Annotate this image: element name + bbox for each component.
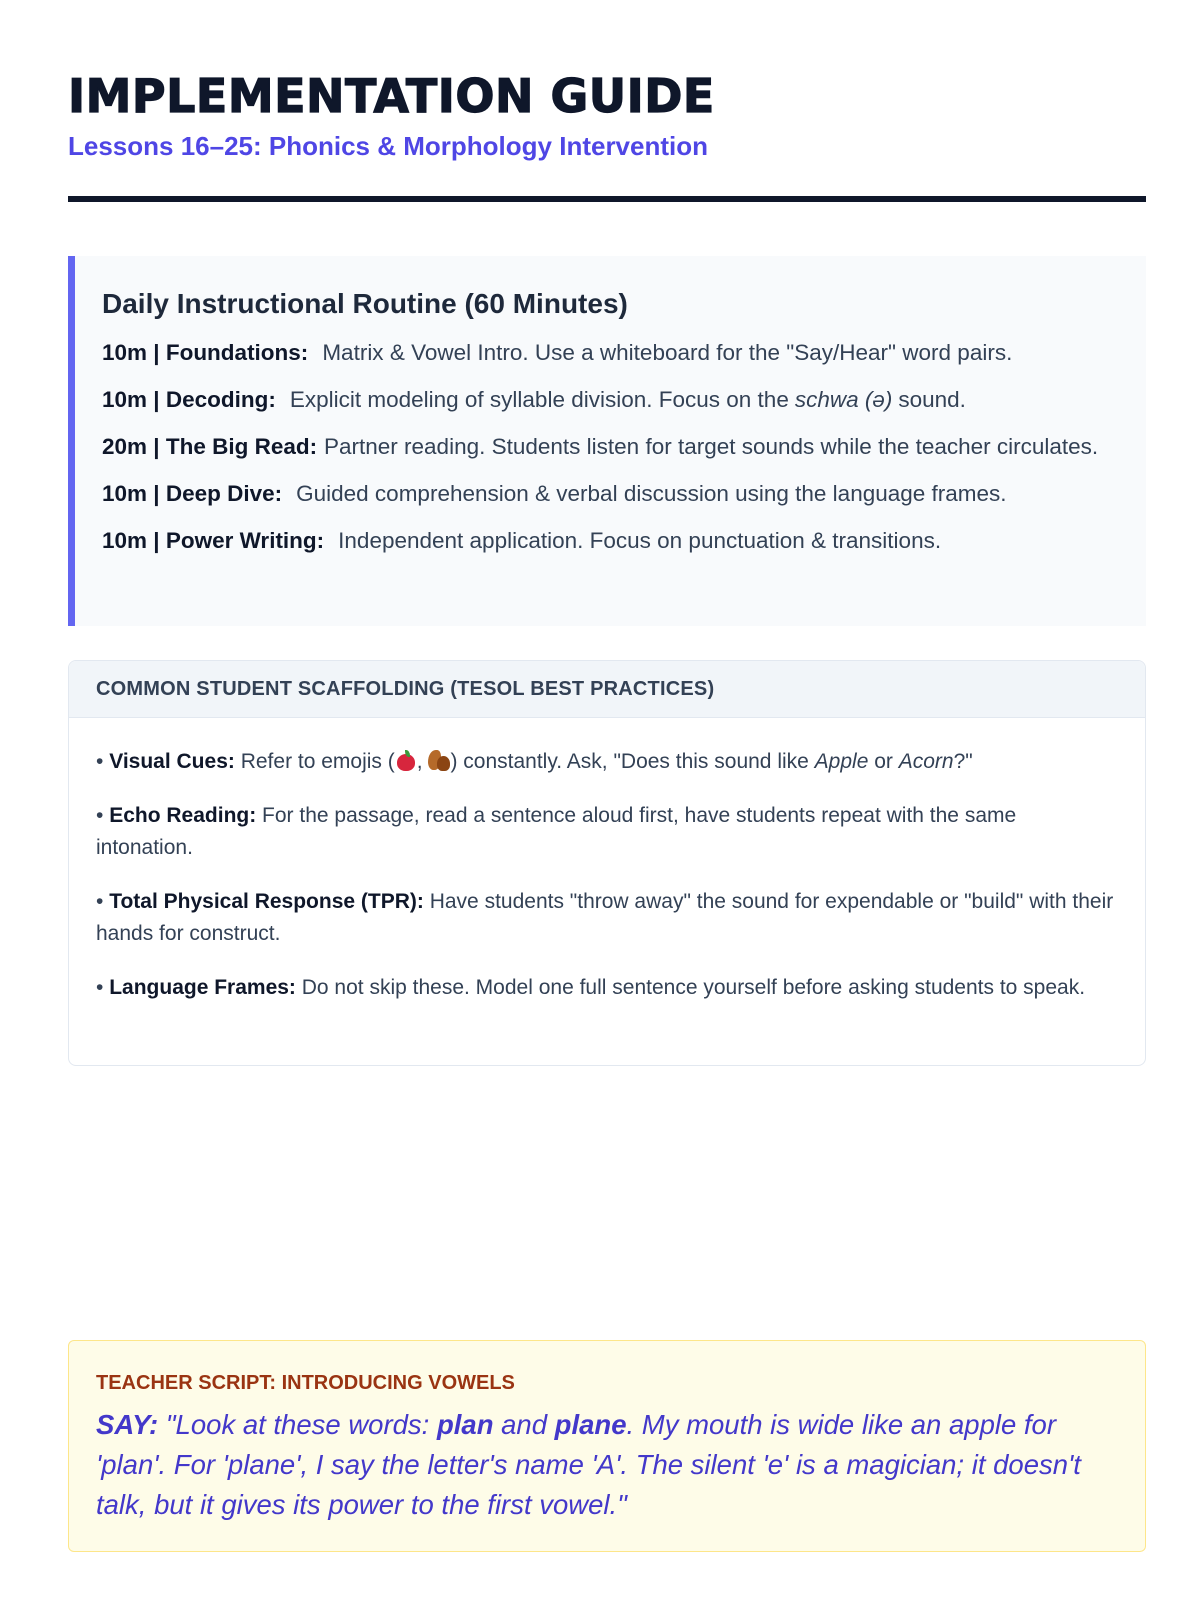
page-subtitle: Lessons 16–25: Phonics & Morphology Intervention	[68, 131, 709, 161]
routine-label: 10m | Deep Dive:	[102, 481, 283, 506]
item-text: Do not skip these. Model one full sentence yourself before asking students to speak.	[295, 976, 1086, 999]
routine-desc: Guided comprehension & verbal discussion using the language frames.	[296, 481, 1007, 506]
bullet: •	[96, 804, 104, 827]
routine-row-deep-dive	[102, 477, 1120, 510]
routine-desc	[290, 383, 1120, 416]
item-text: For the passage, read a sentence aloud first, have students repeat with the same intonation.	[96, 804, 1017, 859]
list-item	[96, 800, 1118, 864]
routine-label: 10m | Decoding:	[102, 387, 276, 412]
page-header	[68, 68, 1146, 162]
daily-routine-panel	[68, 256, 1146, 626]
schwa-term: schwa (ə)	[794, 387, 893, 412]
routine-row-foundations	[102, 336, 1120, 369]
script-segment: and	[493, 1409, 555, 1440]
routine-row-power-writing	[102, 524, 1120, 557]
list-item	[96, 746, 1118, 778]
routine-heading: Daily Instructional Routine (60 Minutes)	[102, 288, 628, 319]
routine-label: 10m | Foundations:	[102, 340, 309, 365]
routine-label: 20m | The Big Read:	[102, 434, 318, 459]
item-key: Echo Reading:	[109, 804, 257, 827]
page-title: IMPLEMENTATION GUIDE	[68, 69, 715, 123]
scaffolding-list	[69, 718, 1145, 1004]
routine-row-decoding	[102, 383, 1120, 416]
teacher-script-panel	[68, 1340, 1146, 1552]
script-heading: TEACHER SCRIPT: INTRODUCING VOWELS	[96, 1372, 515, 1394]
say-label: SAY:	[96, 1409, 159, 1440]
item-key: Visual Cues:	[109, 750, 235, 773]
script-segment: "Look at these words:	[158, 1409, 437, 1440]
header-divider	[68, 196, 1146, 202]
bullet: •	[96, 976, 104, 999]
routine-desc-after: sound.	[898, 387, 966, 412]
item-key: Total Physical Response (TPR):	[109, 890, 424, 913]
routine-row-big-read	[102, 430, 1120, 463]
item-emphasis: Acorn	[898, 750, 954, 773]
item-text: ) constantly. Ask, "Does this sound like	[450, 750, 815, 773]
routine-desc-before: Explicit modeling of syllable division. Focus on the	[289, 387, 789, 412]
routine-desc: Partner reading. Students listen for target sounds while the teacher circulates.	[324, 434, 1099, 459]
bullet: •	[96, 890, 104, 913]
item-text: ?"	[953, 750, 973, 773]
list-item	[96, 886, 1118, 950]
script-text	[96, 1405, 1118, 1525]
item-text: or	[868, 750, 899, 773]
routine-desc: Independent application. Focus on punctuation & transitions.	[338, 528, 942, 553]
squirrel-icon	[428, 750, 450, 772]
routine-label: 10m | Power Writing:	[102, 528, 325, 553]
item-text: ,	[416, 750, 429, 773]
script-segment: . My mouth is wide like an apple for 'plan'. For 'plane', I say the letter's name 'A'. The silent 'e' is a magician; it doesn't talk, but it gives its power to the first vowel."	[96, 1409, 1081, 1520]
item-emphasis: Apple	[814, 750, 869, 773]
scaffolding-heading: COMMON STUDENT SCAFFOLDING (TESOL BEST PRACTICES)	[69, 661, 1145, 718]
item-text: Have students "throw away" the sound for expendable or "build" with their hands for construct.	[96, 890, 1114, 945]
guide-page	[68, 0, 1146, 1600]
apple-icon	[395, 750, 417, 772]
item-text: Refer to emojis (	[234, 750, 395, 773]
bullet: •	[96, 750, 104, 773]
word-plane: plane	[554, 1409, 627, 1440]
item-key: Language Frames:	[109, 976, 296, 999]
routine-desc: Matrix & Vowel Intro. Use a whiteboard for the "Say/Hear" word pairs.	[322, 340, 1013, 365]
scaffolding-panel	[68, 660, 1146, 1066]
list-item	[96, 972, 1118, 1004]
word-plan: plan	[436, 1409, 494, 1440]
